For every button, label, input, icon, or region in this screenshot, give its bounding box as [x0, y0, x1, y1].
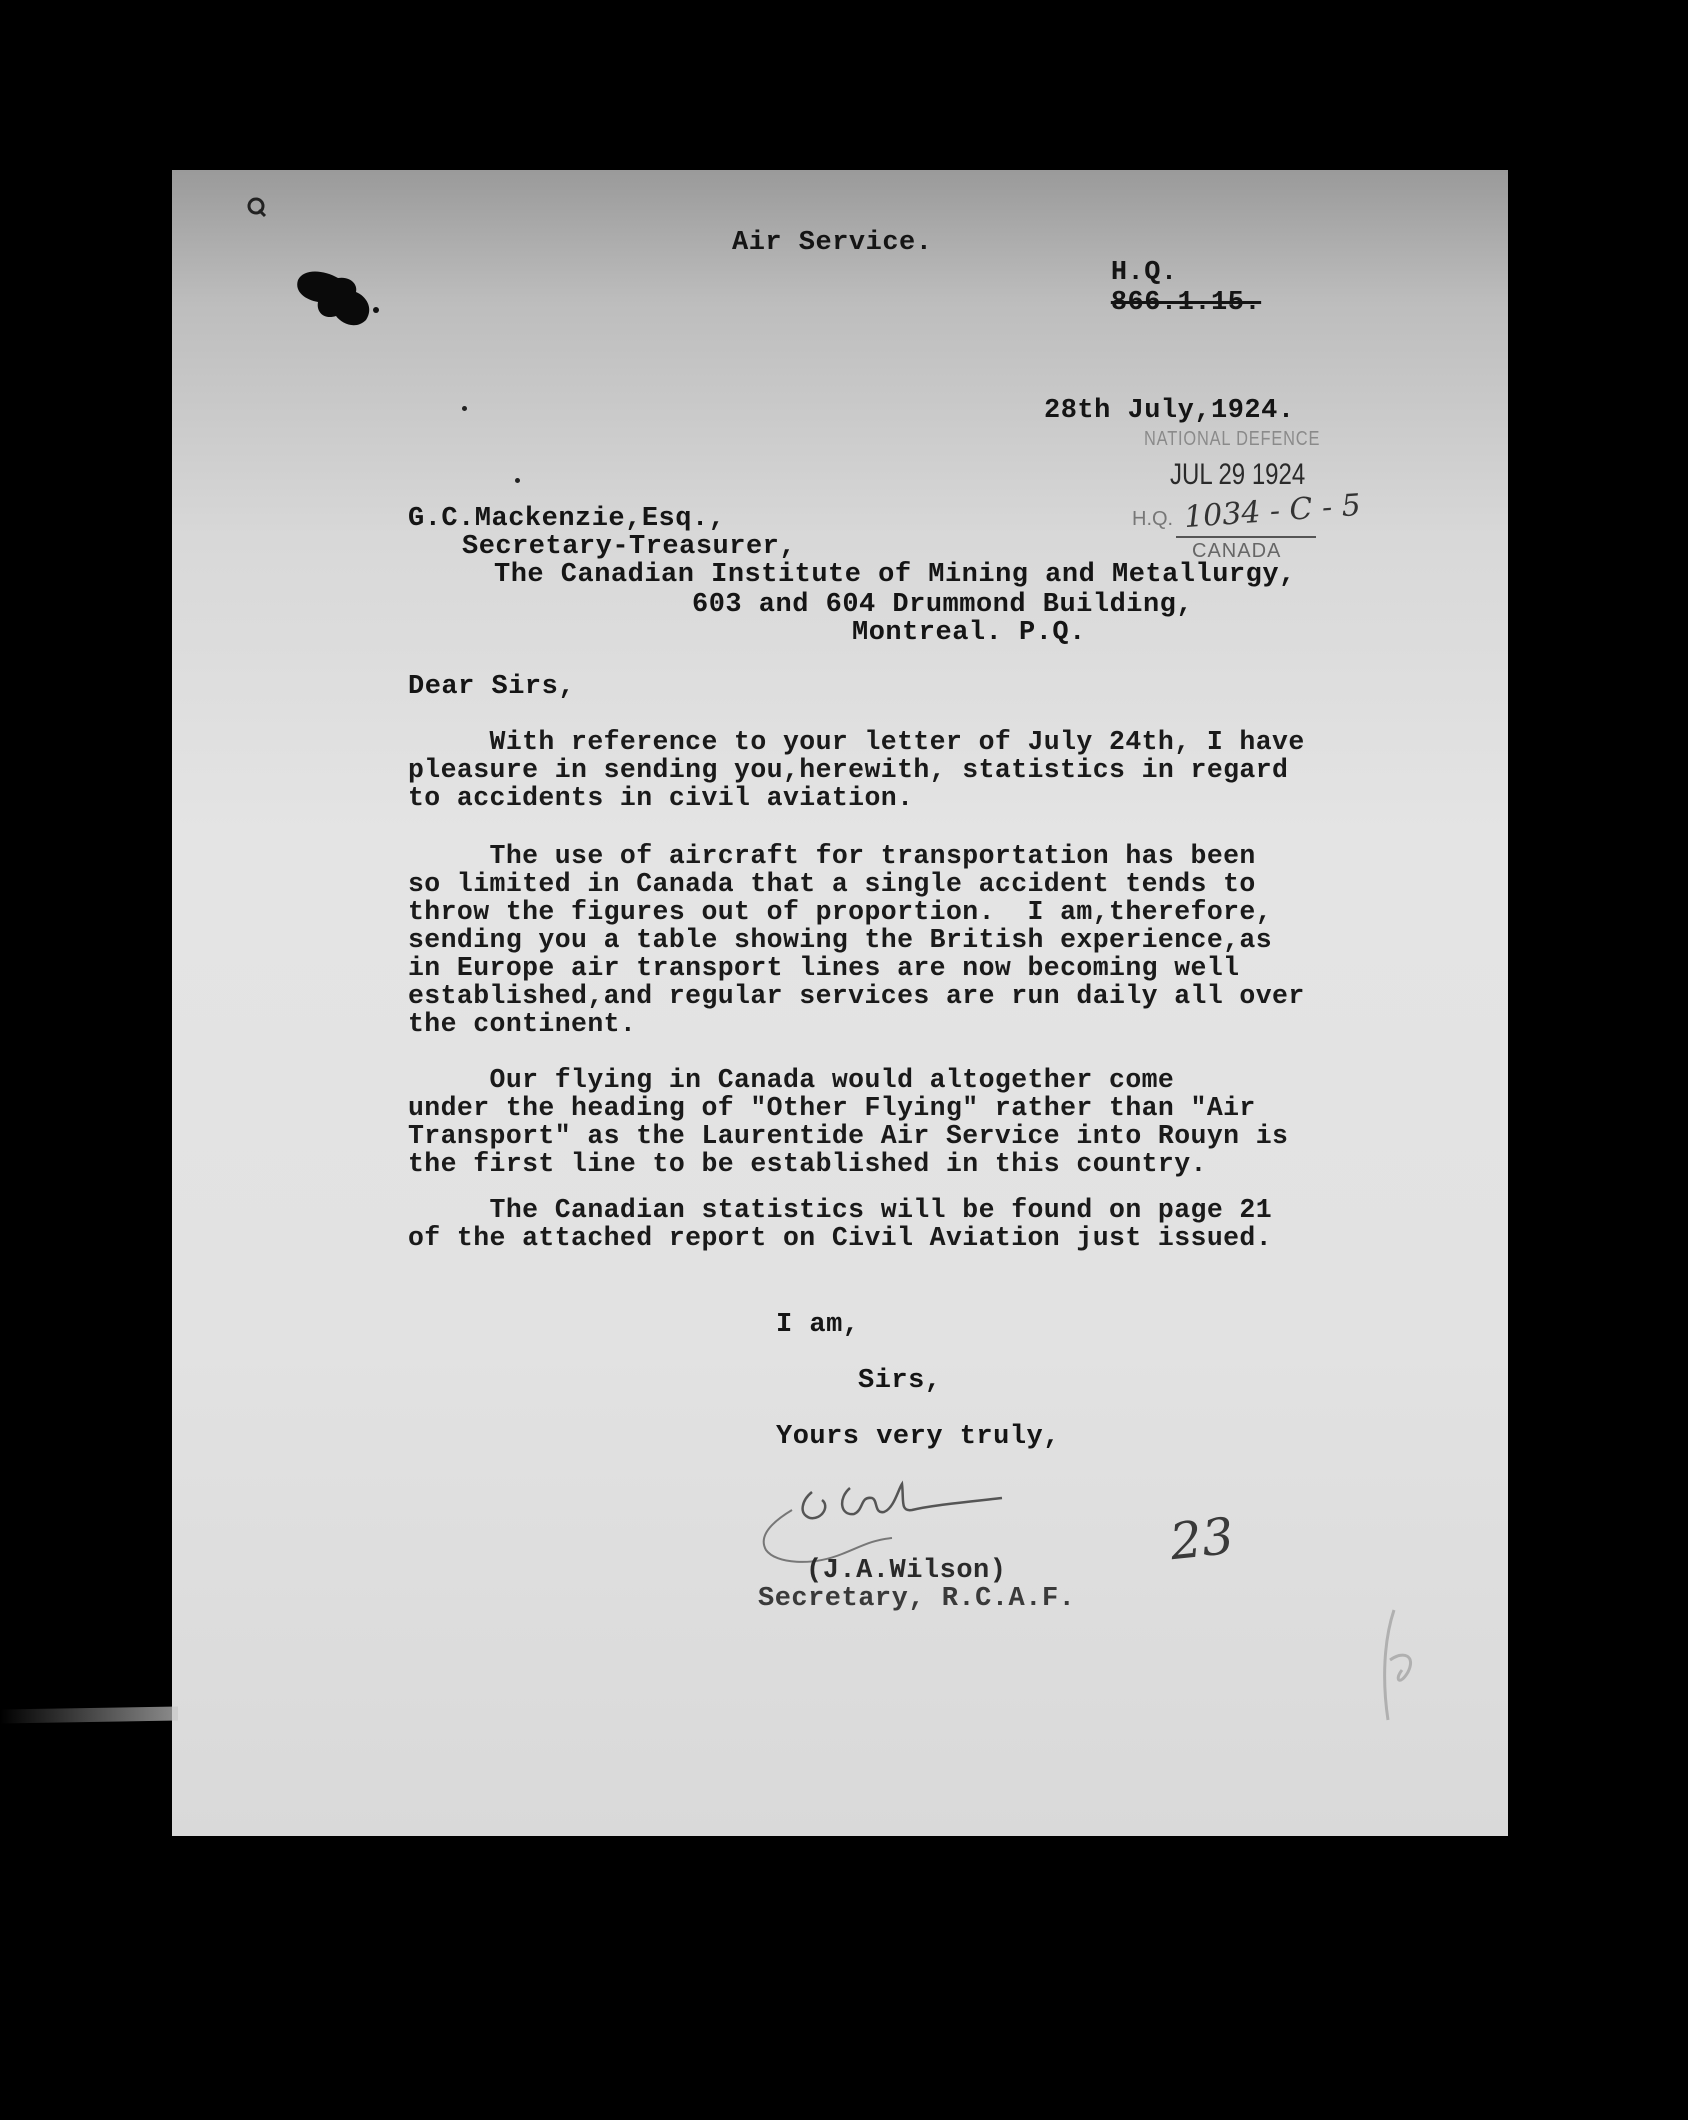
body-line: in Europe air transport lines are now becoming well: [408, 953, 1240, 983]
body-line: The Canadian statistics will be found on page 21: [408, 1195, 1273, 1225]
file-prefix: H.Q.: [1110, 258, 1178, 288]
received-stamp: [1132, 428, 1372, 578]
stamp-date: JUL 29 1924: [1170, 458, 1306, 491]
file-number-struck: 866.1.15.: [1110, 288, 1262, 318]
stamp-hq-line: [1176, 536, 1316, 538]
body-line: the first line to be established in this country.: [408, 1149, 1207, 1179]
body-line: With reference to your letter of July 24th, I have: [408, 727, 1305, 757]
letter-page: [172, 170, 1508, 1836]
body-line: established,and regular services are run daily all over: [408, 981, 1305, 1011]
salutation: Dear Sirs,: [408, 672, 576, 702]
department-heading: Air Service.: [732, 228, 933, 258]
scan-streak: [0, 1706, 178, 1723]
closing-yours: Yours very truly,: [776, 1422, 1060, 1452]
body-line: Our flying in Canada would altogether come: [408, 1065, 1175, 1095]
body-paragraph-1: [408, 728, 1348, 812]
recipient-city: Montreal. P.Q.: [852, 618, 1086, 648]
stamp-department: NATIONAL DEFENCE: [1144, 428, 1321, 450]
body-paragraph-2: [408, 842, 1348, 1038]
file-reference: [1044, 228, 1261, 348]
stray-dot: [515, 478, 520, 483]
body-line: The use of aircraft for transportation has been: [408, 841, 1256, 871]
body-line: under the heading of "Other Flying" rather than "Air: [408, 1093, 1256, 1123]
faint-scribble-icon: [1364, 1600, 1434, 1750]
letter-date: 28th July,1924.: [1044, 396, 1295, 426]
stamp-hq-prefix: H.Q.: [1132, 508, 1174, 530]
signer-title: Secretary, R.C.A.F.: [758, 1584, 1076, 1614]
body-line: of the attached report on Civil Aviation just issued.: [408, 1223, 1273, 1253]
body-line: the continent.: [408, 1009, 637, 1039]
body-line: sending you a table showing the British experience,as: [408, 925, 1273, 955]
recipient-title: Secretary-Treasurer,: [462, 532, 797, 562]
recipient-address: 603 and 604 Drummond Building,: [692, 590, 1194, 620]
closing-i-am: I am,: [776, 1310, 860, 1340]
closing-sirs: Sirs,: [858, 1366, 942, 1396]
signer-name: (J.A.Wilson): [806, 1556, 1007, 1586]
body-line: to accidents in civil aviation.: [408, 783, 914, 813]
recipient-organization: The Canadian Institute of Mining and Metallurgy,: [494, 560, 1296, 590]
body-line: pleasure in sending you,herewith, statistics in regard: [408, 755, 1289, 785]
ink-blot-icon: [294, 266, 384, 336]
stray-dot: [462, 406, 467, 411]
stamp-country: CANADA: [1192, 540, 1282, 562]
body-line: so limited in Canada that a single accident tends to: [408, 869, 1256, 899]
recipient-name: G.C.Mackenzie,Esq.,: [408, 504, 726, 534]
corner-mark-icon: [244, 194, 270, 220]
stamp-hq-handwritten: 1034 - C - 5: [1182, 487, 1362, 536]
margin-note: 23: [1167, 1506, 1237, 1572]
body-paragraph-3: [408, 1066, 1348, 1178]
body-paragraph-4: [408, 1196, 1348, 1252]
body-line: throw the figures out of proportion. I am,therefore,: [408, 897, 1273, 927]
body-line: Transport" as the Laurentide Air Service into Rouyn is: [408, 1121, 1289, 1151]
